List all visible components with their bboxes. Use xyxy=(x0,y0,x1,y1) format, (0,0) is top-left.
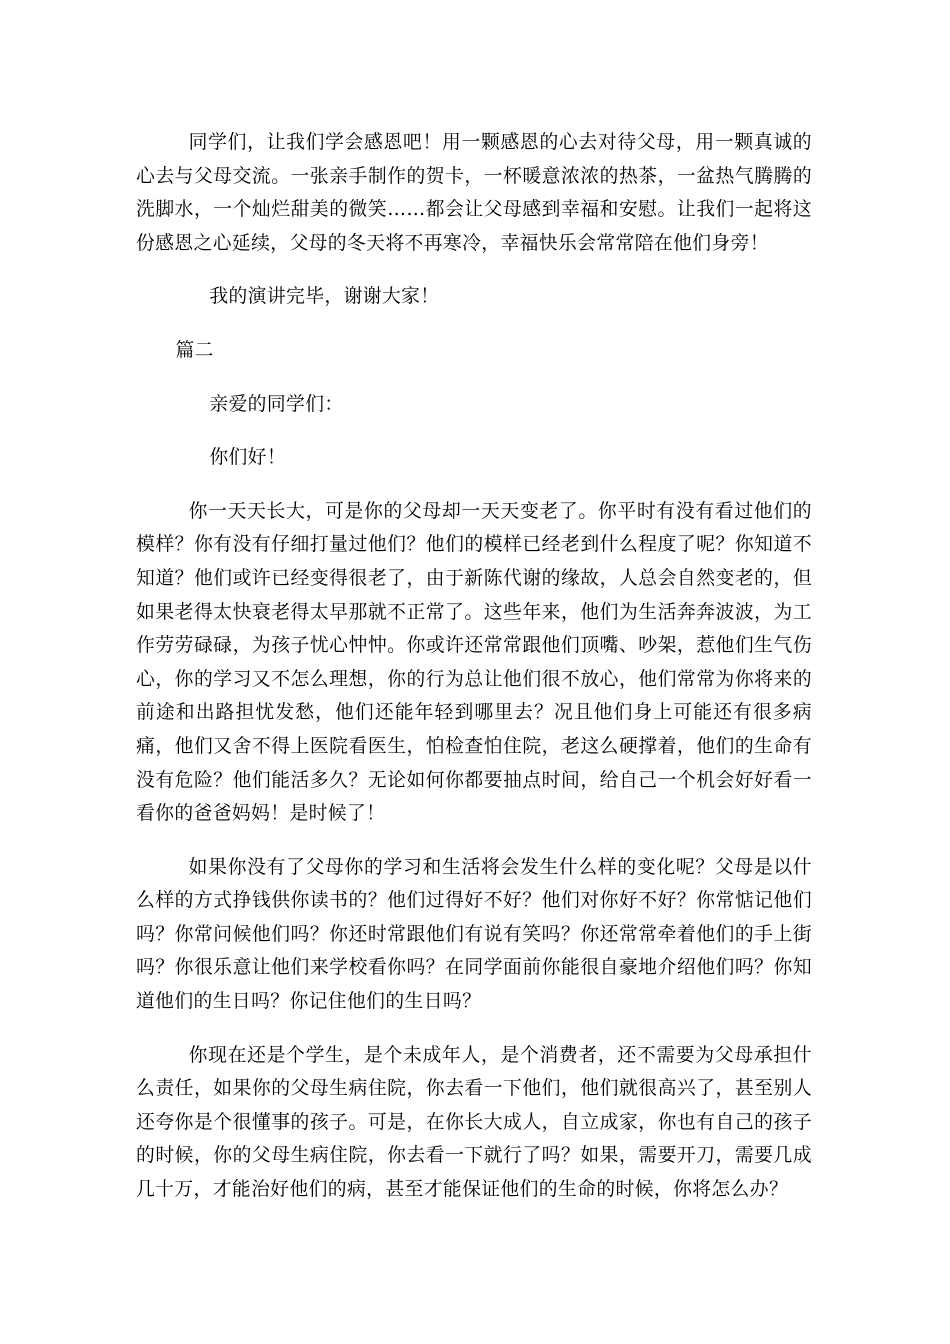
paragraph-greeting: 你们好！ xyxy=(209,447,287,469)
paragraph-gratitude-call: 同学们，让我们学会感恩吧！用一颗感恩的心去对待父母，用一颗真诚的心去与父母交流。一张亲手制作的贺卡，一杯暖意浓浓的热茶，一盆热气腾腾的洗脚水，一个灿烂甜美的微笑……都会让父母感到幸福和安慰。让我们一起将这份感恩之心延续，父母的冬天将不再寒冷，幸福快乐会常常陪在他们身旁！ xyxy=(136,132,812,254)
paragraph-student-responsibility: 你现在还是个学生，是个未成年人，是个消费者，还不需要为父母承担什么责任，如果你的父母生病住院，你去看一下他们，他们就很高兴了，甚至别人还夸你是个很懂事的孩子。可是，在你长大成人，自立成家，你也有自己的孩子的时候，你的父母生病住院，你去看一下就行了吗？如果，需要开刀，需要几成几十万，才能治好他们的病，甚至才能保证他们的生命的时候，你将怎么办？ xyxy=(136,1044,812,1201)
paragraph-salutation: 亲爱的同学们： xyxy=(209,393,344,415)
paragraph-speech-end: 我的演讲完毕，谢谢大家！ xyxy=(209,286,440,308)
section-heading: 篇二 xyxy=(175,339,214,361)
document-page xyxy=(136,126,812,1227)
paragraph-parents-aging: 你一天天长大，可是你的父母却一天天变老了。你平时有没有看过他们的模样？你有没有仔细打量过他们？他们的模样已经老到什么程度了呢？你知道不知道？他们或许已经变得很老了，由于新陈代谢的缘故，人总会自然变老的，但如果老得太快衰老得太早那就不正常了。这些年来，他们为生活奔奔波波，为工作劳劳碌碌，为孩子忧心忡忡。你或许还常常跟他们顶嘴、吵架，惹他们生气伤心，你的学习又不怎么理想，你的行为总让他们很不放心，他们常常为你将来的前途和出路担忧发愁，他们还能年轻到哪里去？况且他们身上可能还有很多病痛，他们又舍不得上医院看医生，怕检查怕住院，老这么硬撑着，他们的生命有没有危险？他们能活多久？无论如何你都要抽点时间，给自己一个机会好好看一看你的爸爸妈妈！是时候了！ xyxy=(136,500,812,825)
paragraph-without-parents: 如果你没有了父母你的学习和生活将会发生什么样的变化呢？父母是以什么样的方式挣钱供你读书的？他们过得好不好？他们对你好不好？你常惦记他们吗？你常问候他们吗？你还时常跟他们有说有笑吗？你还常常牵着他们的手上街吗？你很乐意让他们来学校看你吗？在同学面前你能很自豪地介绍他们吗？你知道他们的生日吗？你记住他们的生日吗？ xyxy=(136,856,812,1013)
